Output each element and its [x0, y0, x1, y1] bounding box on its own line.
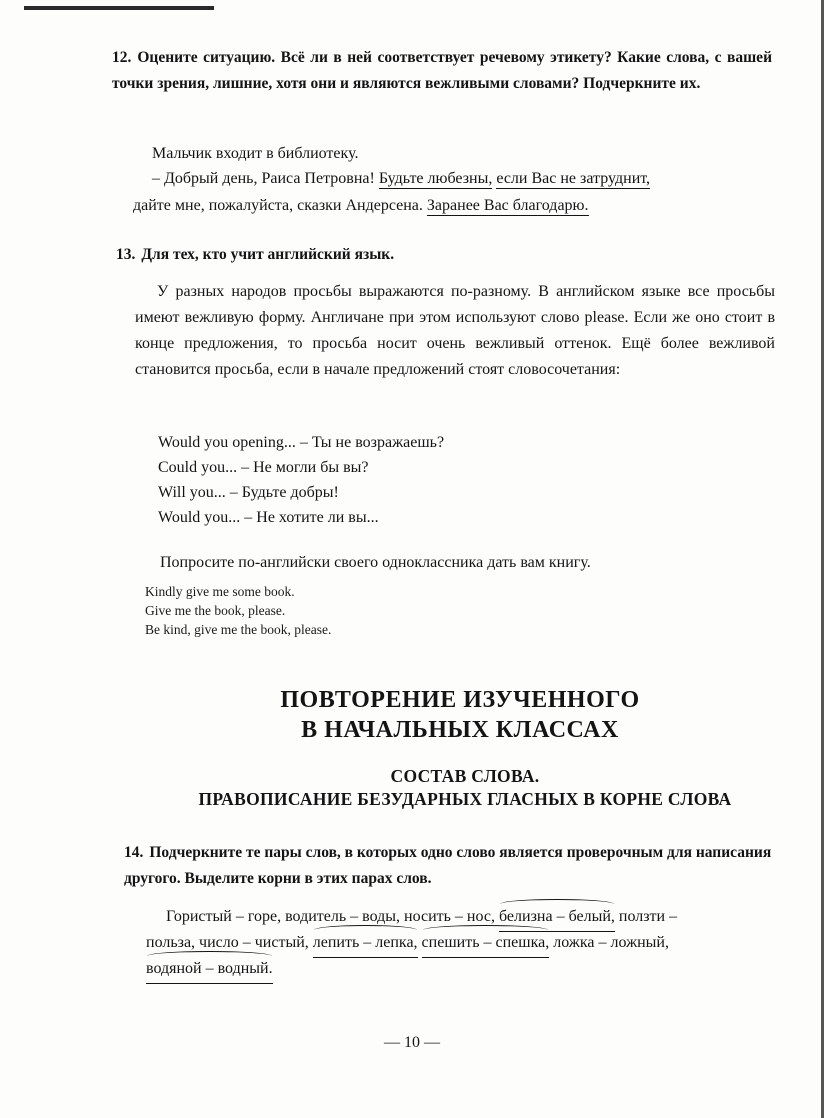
example-2: Could you... – Не могли бы вы?: [158, 459, 369, 476]
task-12-heading: [112, 45, 772, 97]
handwritten-answer-1: Kindly give me some book.: [145, 584, 295, 599]
task-14-text-4: ложка – ложный,: [553, 934, 669, 951]
task-13-number: 13.: [116, 246, 136, 263]
task-13-heading-text: Для тех, кто учит английский язык.: [141, 246, 395, 263]
underlined-phrase-1: Будьте любезны,: [378, 170, 493, 187]
top-rule: [24, 6, 214, 10]
underlined-pair-2: лепить – лепка,: [313, 930, 418, 958]
subtitle-line-2: ПРАВОПИСАНИЕ БЕЗУДАРНЫХ ГЛАСНЫХ В КОРНЕ СЛОВА: [198, 789, 732, 809]
example-3: Will you... – Будьте добры!: [158, 484, 339, 501]
subtitle-line-1: СОСТАВ СЛОВА.: [390, 766, 540, 786]
task-14-line-3: [146, 956, 273, 984]
section-title-line-2: В НАЧАЛЬНЫХ КЛАССАХ: [301, 717, 619, 743]
task-12-number: 12.: [112, 49, 132, 66]
section-title-line-1: ПОВТОРЕНИЕ ИЗУЧЕННОГО: [280, 687, 640, 713]
task-14-text-1: Гористый – горе, водитель – воды, носить – нос,: [166, 908, 495, 925]
example-4: Would you... – Не хотите ли вы...: [158, 509, 379, 526]
task-12-line-1: Мальчик входит в библиотеку.: [152, 145, 359, 162]
task-12-line-3: [133, 193, 589, 219]
task-14-heading: [124, 840, 786, 892]
page-number: — 10 —: [384, 1034, 440, 1051]
underlined-pair-3: спешить – спешка,: [422, 930, 550, 958]
task-12-line-2: [152, 166, 772, 192]
task-14-text-3: польза, число – чистый,: [146, 934, 309, 951]
underlined-pair-4: водяной – водный.: [146, 956, 273, 984]
task-12-greeting: – Добрый день, Раиса Петровна!: [152, 170, 375, 187]
task-13-heading: [116, 242, 776, 268]
underlined-phrase-3: Заранее Вас благодарю.: [426, 197, 589, 214]
example-1: Would you opening... – Ты не возражаешь?: [158, 434, 445, 451]
handwritten-answer-2: Give me the book, please.: [145, 603, 286, 618]
task-13-paragraph: У разных народов просьбы выражаются по-разному. В английском языке все просьбы имеют вежливую форму. Англичане при этом используют слово please. Если же оно стоит в конце предложения, то просьба носит очень вежливый оттенок. Ещё более вежливой становится просьба, если в начале предложений стоят словосочетания:: [135, 283, 775, 378]
task-13-assignment: Попросите по-английски своего одноклассника дать вам книгу.: [160, 554, 591, 571]
handwritten-answer-3: Be kind, give me the book, please.: [145, 622, 332, 637]
task-14-number: 14.: [124, 844, 144, 861]
underlined-phrase-2: если Вас не затруднит,: [496, 170, 651, 187]
task-12-heading-text: Оцените ситуацию. Всё ли в ней соответствует речевому этикету? Какие слова, с вашей точки зрения, лишние, хотя они и являются вежливыми словами? Подчеркните их.: [112, 49, 772, 92]
task-14-text-2: ползти –: [618, 908, 678, 925]
task-14-heading-text: Подчеркните те пары слов, в которых одно слово является проверочным для написания другого. Выделите корни в этих парах слов.: [124, 844, 772, 887]
task-12-request: дайте мне, пожалуйста, сказки Андерсена.: [133, 197, 423, 214]
underlined-pair-1: белизна – белый,: [499, 904, 615, 932]
